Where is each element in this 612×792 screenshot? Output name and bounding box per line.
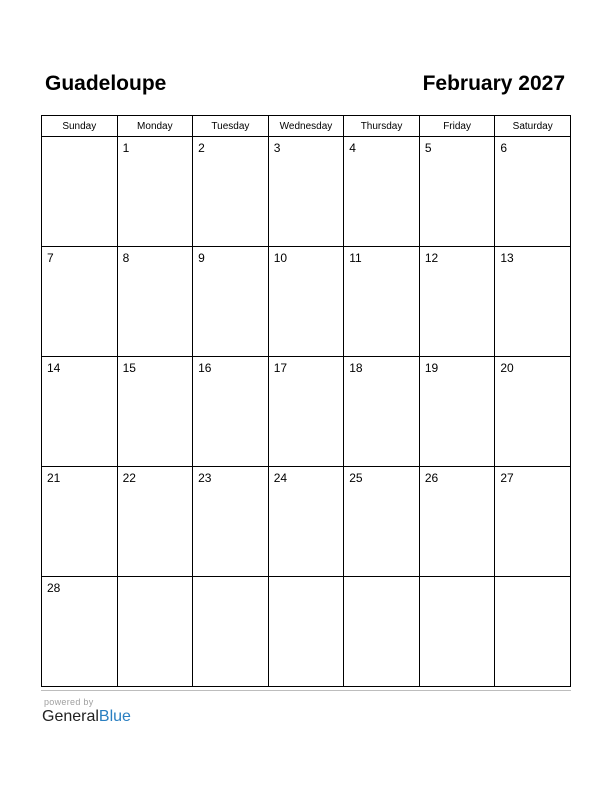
day-number xyxy=(344,577,419,581)
day-number xyxy=(118,577,193,581)
day-cell xyxy=(344,247,420,357)
day-cell xyxy=(344,137,420,247)
day-number: 22 xyxy=(122,471,136,485)
day-cell xyxy=(344,577,420,687)
day-number: 4 xyxy=(349,141,356,155)
day-number: 20 xyxy=(500,361,514,375)
day-number: 19 xyxy=(424,361,439,375)
day-number: 6 xyxy=(500,141,508,155)
day-number: 13 xyxy=(500,251,514,265)
day-cell xyxy=(117,247,193,357)
day-cell xyxy=(495,247,571,357)
day-number xyxy=(269,577,344,581)
weekday-header-row xyxy=(42,116,571,137)
day-number: 7 xyxy=(47,251,54,265)
brand-blue: Blue xyxy=(98,708,131,725)
day-number xyxy=(420,577,495,581)
day-cell xyxy=(419,137,495,247)
day-number: 24 xyxy=(273,471,288,485)
day-cell xyxy=(193,577,269,687)
powered-by-text: powered by xyxy=(44,697,94,707)
day-number: 14 xyxy=(47,361,61,375)
day-cell xyxy=(495,137,571,247)
day-number: 5 xyxy=(424,141,432,155)
weekday-tuesday: Tuesday xyxy=(193,116,269,137)
day-number: 18 xyxy=(349,361,363,375)
weekday-saturday: Saturday xyxy=(495,116,571,137)
day-cell xyxy=(268,357,344,467)
brand-logo[interactable] xyxy=(42,708,131,726)
day-cell xyxy=(42,577,118,687)
day-number: 3 xyxy=(273,141,281,155)
day-number: 2 xyxy=(198,141,205,155)
weekday-friday: Friday xyxy=(419,116,495,137)
day-number: 11 xyxy=(349,251,362,265)
day-cell xyxy=(42,467,118,577)
day-cell xyxy=(42,247,118,357)
day-number: 28 xyxy=(47,581,61,595)
day-cell xyxy=(268,137,344,247)
week-row-5 xyxy=(42,577,571,687)
day-number: 10 xyxy=(273,251,288,265)
day-cell xyxy=(419,357,495,467)
day-cell xyxy=(193,137,269,247)
day-cell xyxy=(42,137,118,247)
day-number: 9 xyxy=(198,251,205,265)
day-number: 21 xyxy=(47,471,61,485)
day-cell xyxy=(117,467,193,577)
day-cell xyxy=(344,357,420,467)
footer-divider xyxy=(41,690,571,691)
day-cell xyxy=(268,467,344,577)
day-cell xyxy=(419,577,495,687)
day-number: 16 xyxy=(198,361,212,375)
week-row-2 xyxy=(42,247,571,357)
day-number: 25 xyxy=(349,471,363,485)
day-number xyxy=(42,137,117,141)
day-number: 1 xyxy=(122,141,130,155)
day-cell xyxy=(495,467,571,577)
week-row-3 xyxy=(42,357,571,467)
day-cell xyxy=(193,357,269,467)
day-cell xyxy=(268,577,344,687)
week-row-1 xyxy=(42,137,571,247)
month-year-title: February 2027 xyxy=(422,72,565,95)
weekday-monday: Monday xyxy=(117,116,193,137)
day-number: 26 xyxy=(424,471,439,485)
day-cell xyxy=(495,357,571,467)
weekday-thursday: Thursday xyxy=(344,116,420,137)
day-cell xyxy=(42,357,118,467)
day-cell xyxy=(419,467,495,577)
week-row-4 xyxy=(42,467,571,577)
day-number: 23 xyxy=(198,471,212,485)
calendar-grid xyxy=(41,115,571,687)
day-cell xyxy=(268,247,344,357)
day-cell xyxy=(117,357,193,467)
day-cell xyxy=(117,577,193,687)
day-cell xyxy=(419,247,495,357)
weekday-sunday: Sunday xyxy=(42,116,118,137)
day-cell xyxy=(193,467,269,577)
brand-general: General xyxy=(42,708,99,725)
day-cell xyxy=(117,137,193,247)
day-cell xyxy=(495,577,571,687)
country-title: Guadeloupe xyxy=(45,72,167,95)
day-number xyxy=(495,577,570,581)
day-cell xyxy=(193,247,269,357)
weekday-wednesday: Wednesday xyxy=(268,116,344,137)
day-cell xyxy=(344,467,420,577)
day-number: 15 xyxy=(122,361,136,375)
day-number: 27 xyxy=(500,471,514,485)
day-number xyxy=(193,577,268,581)
day-number: 12 xyxy=(424,251,439,265)
day-number: 8 xyxy=(122,251,130,265)
day-number: 17 xyxy=(273,361,288,375)
